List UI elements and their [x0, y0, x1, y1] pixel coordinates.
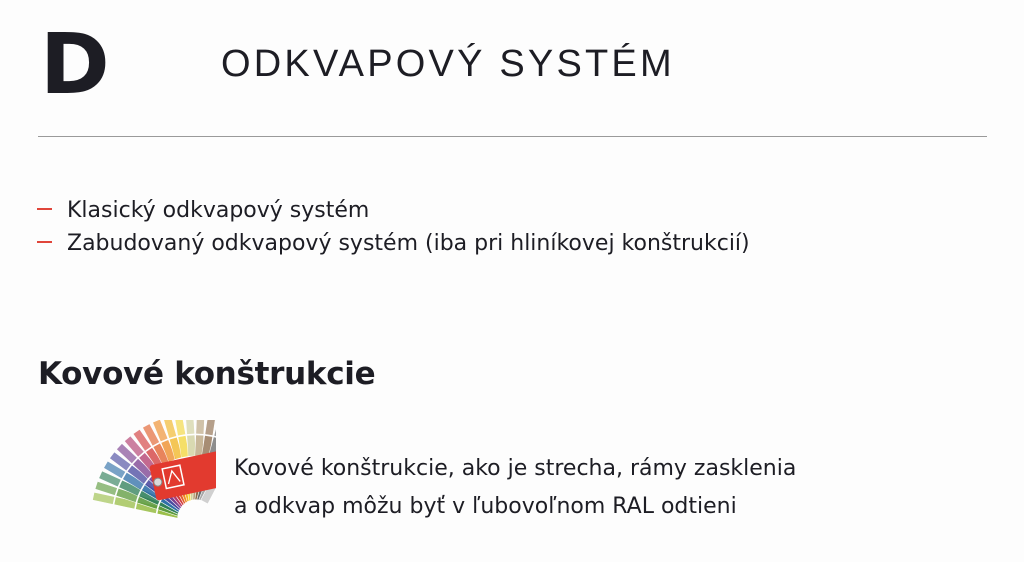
bullet-list: [37, 194, 750, 260]
section-letter: D: [40, 15, 108, 113]
dash-bullet-icon: [37, 208, 52, 210]
list-item: [37, 227, 750, 260]
description-line: Kovové konštrukcie, ako je strecha, rámy zasklenia: [234, 456, 797, 481]
description: [234, 450, 796, 526]
page-title: ODKVAPOVÝ SYSTÉM: [221, 43, 675, 85]
description-line: a odkvap môžu byť v ľubovoľnom RAL odtieni: [234, 494, 737, 519]
list-item-text: Zabudovaný odkvapový systém (iba pri hliníkovej konštrukcií): [67, 231, 750, 256]
divider: [38, 136, 987, 137]
section-heading: Kovové konštrukcie: [38, 356, 376, 392]
dash-bullet-icon: [37, 241, 52, 243]
list-item-text: Klasický odkvapový systém: [67, 198, 370, 223]
ral-color-fan-image: [46, 420, 216, 530]
list-item: [37, 194, 750, 227]
